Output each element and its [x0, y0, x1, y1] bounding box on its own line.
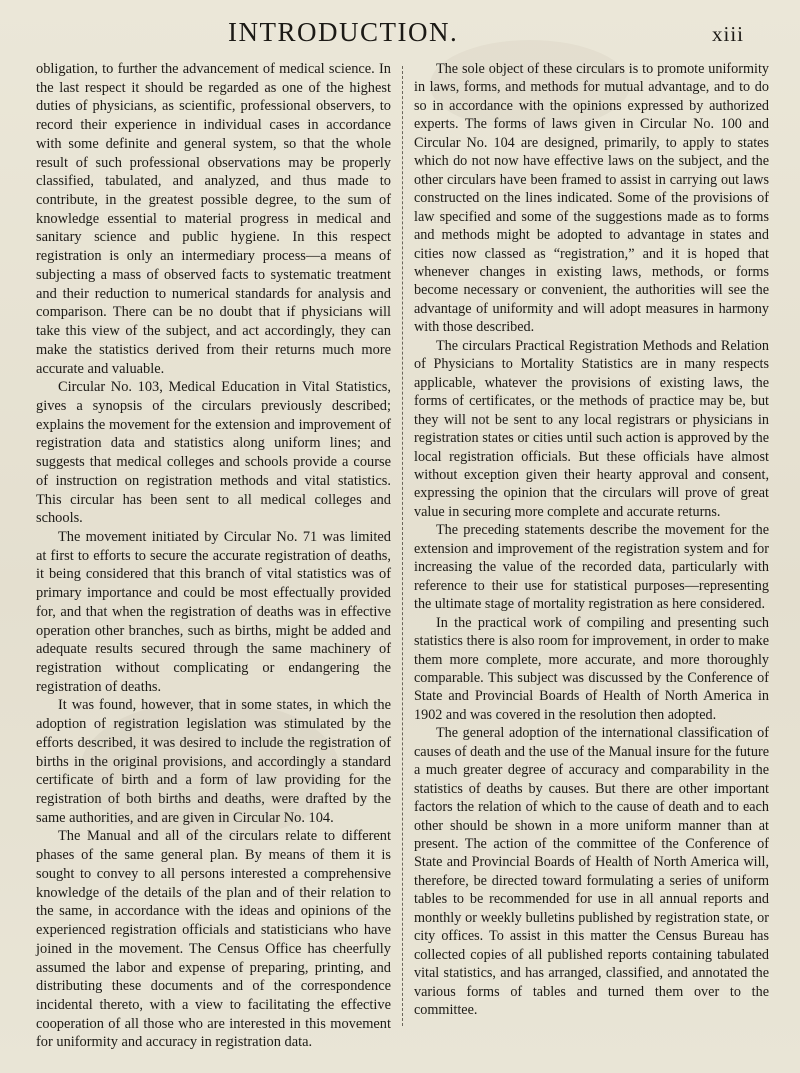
- right-column: [414, 60, 769, 1020]
- page-number: xiii: [712, 22, 745, 46]
- paragraph: obligation, to further the advancement of medical science. In the last respect it should be regarded as one of the highest duties of physicians, as scientific, professional observers, to record their experience in individual cases in accordance with some definite and general system, so that the whole result of such professional observations may be properly classified, tabulated, and analyzed, and thus made to contribute, in the greatest possible degree, to the sum of knowledge essential to material progress in medical and sanitary science and public hygiene. In this respect registration is only an intermediary process—a means of subjecting a mass of observed facts to systematic treatment and their reduction to numerical standards for analysis and comparison. There can be no doubt that if physicians will take this view of the subject, and act accordingly, they can make the statistics derived from their returns much more accurate and valuable.: [36, 61, 391, 377]
- paragraph: The sole object of these circulars is to promote uniformity in laws, forms, and methods for mutual advantage, and to do so in accordance with the opinions expressed by authorized experts. The forms of laws given in Circular No. 100 and Circular No. 104 are designed, primarily, to apply to states which do not now have effective laws on the subject, and the other circulars have been framed to assist in carrying out laws constructed on the lines indicated. Some of the provisions of law specified and some of the suggestions made as to forms and methods might be adopted to advantage in states and cities now classed as “registration,” and it is hoped that whenever changes in existing laws, methods, or forms become necessary or convenient, the authorities will see the advantage of uniformity and will adopt measures in harmony with those described.: [414, 61, 769, 336]
- paragraph: In the practical work of compiling and presenting such statistics there is also room for improvement, in order to make them more complete, more accurate, and more thoroughly comparable. This subject was discussed by the Conference of State and Provincial Boards of Health of North America in 1902 and was covered in the resolution then adopted.: [414, 614, 769, 723]
- paragraph: The general adoption of the international classification of causes of death and the use of the Manual insure for the future a much greater degree of accuracy and comparability in the statistics of deaths by causes. But there are other important factors the relation of which to the cause of death and to each other should be shown in a more uniform manner than at present. The action of the committee of the Conference of State and Provincial Boards of Health of North America will, therefore, be directed toward formulating a series of uniform tables to be recommended for use in all annual reports and monthly or weekly bulletins published by registration state, or city offices. To assist in this matter the Census Bureau has collected copies of all published reports containing tabulated vital statistics, and has arranged, classified, and annotated the various forms of tables and turned them over to the committee.: [414, 725, 769, 1019]
- paragraph: The circulars Practical Registration Methods and Relation of Physicians to Mortality Statistics are in many respects applicable, whatever the provisions of existing laws, the forms of certificates, or the methods of practice may be, but they will not be sent to any local registrars or physicians in registration states or cities until such action is approved by the local registration officials. But these officials have almost without exception given their hearty approval and consent, expressing the opinion that the circulars will prove of great value in securing more complete and accurate returns.: [414, 337, 769, 520]
- paragraph: It was found, however, that in some states, in which the adoption of registration legislation was stimulated by the efforts described, it was desired to include the registration of births in the original provisions, and accordingly a standard certificate of birth and a form of law providing for the registration of both births and deaths, were drafted by the same authorities, and are given in Circular No. 104.: [36, 697, 391, 826]
- paragraph: The Manual and all of the circulars relate to different phases of the same general plan. By means of them it is sought to convey to all persons interested a comprehensive knowledge of the details of the plan and of their relation to the same, in accordance with the ideas and opinions of the experienced registration officials and statisticians who have joined in the movement. The Census Office has cheerfully assumed the labor and expense of preparing, printing, and distributing these documents and of the correspondence incidental thereto, with a view to facilitating the effective cooperation of all those who are interested in this movement for uniformity and accuracy in registration data.: [36, 828, 391, 1051]
- column-divider: [402, 66, 403, 1026]
- running-header: [0, 14, 800, 54]
- paragraph: Circular No. 103, Medical Education in Vital Statistics, gives a synopsis of the circulars previously described; explains the movement for the extension and improvement of registration data and statistics along uniform lines; and suggests that medical colleges and schools provide a course of instruction on registration methods and vital statistics. This circular has been sent to all medical colleges and schools.: [36, 379, 391, 527]
- left-column: [36, 60, 391, 1052]
- paragraph: The preceding statements describe the movement for the extension and improvement of the registration system and for increasing the value of the recorded data, particularly with reference to their use for statistical purposes—representing the ultimate stage of mortality registration as here considered.: [414, 522, 769, 613]
- paragraph: The movement initiated by Circular No. 71 was limited at first to efforts to secure the accurate registration of deaths, it being considered that this branch of vital statistics was of primary importance and could be most effectually provided for, and that when the registration of deaths was in effective operation other branches, such as births, might be added and adequate results secured through the same machinery of registration without complicating or endangering the registration of deaths.: [36, 528, 391, 695]
- page-title: INTRODUCTION.: [228, 17, 459, 47]
